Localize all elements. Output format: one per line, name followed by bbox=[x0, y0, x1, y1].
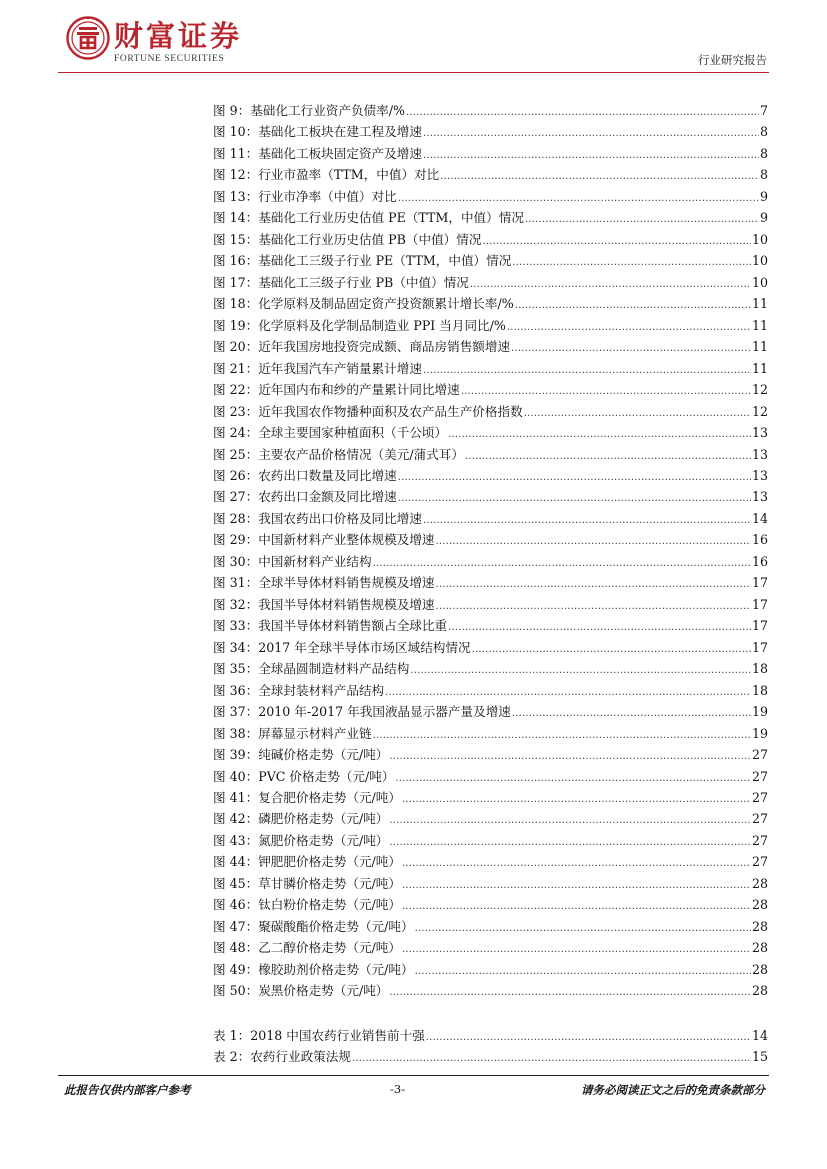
toc-entry-page: 27 bbox=[751, 811, 768, 827]
toc-entry-page: 28 bbox=[751, 897, 768, 913]
toc-entry-page: 12 bbox=[751, 382, 768, 398]
toc-entry[interactable] bbox=[213, 744, 768, 765]
table-list bbox=[213, 1025, 768, 1068]
report-type: 行业研究报告 bbox=[698, 53, 767, 67]
footer-divider bbox=[58, 1075, 769, 1076]
toc-entry-title: 图 29：中国新材料产业整体规模及增速 bbox=[213, 532, 435, 548]
toc-entry[interactable] bbox=[213, 766, 768, 787]
toc-entry-title: 图 26：农药出口数量及同比增速 bbox=[213, 467, 397, 483]
page-number: -3- bbox=[390, 1082, 406, 1096]
toc-entry[interactable] bbox=[213, 873, 768, 894]
toc-entry-page: 16 bbox=[751, 532, 768, 548]
toc-entry[interactable] bbox=[213, 980, 768, 1001]
toc-entry-title: 图 22：近年国内布和纱的产量累计同比增速 bbox=[213, 382, 460, 398]
toc-entry[interactable] bbox=[213, 229, 768, 250]
toc-dot-leader bbox=[389, 810, 751, 831]
toc-entry[interactable] bbox=[213, 508, 768, 529]
toc-entry-title: 图 23：近年我国农作物播种面积及农产品生产价格指数 bbox=[213, 403, 523, 419]
toc-entry-page: 13 bbox=[751, 425, 768, 441]
toc-entry-title: 图 10：基础化工板块在建工程及增速 bbox=[213, 124, 422, 140]
toc-entry[interactable] bbox=[213, 272, 768, 293]
figure-list bbox=[213, 100, 768, 1002]
toc-dot-leader bbox=[389, 982, 751, 1003]
toc-dot-leader bbox=[465, 446, 751, 467]
toc-entry-page: 17 bbox=[751, 618, 768, 634]
toc-entry[interactable] bbox=[213, 701, 768, 722]
toc-entry[interactable] bbox=[213, 658, 768, 679]
toc-entry[interactable] bbox=[213, 916, 768, 937]
toc-entry-page: 11 bbox=[751, 296, 768, 312]
toc-dot-leader bbox=[436, 574, 751, 595]
toc-entry-page: 8 bbox=[759, 124, 768, 140]
toc-dot-leader bbox=[402, 789, 751, 810]
toc-entry-title: 图 48：乙二醇价格走势（元/吨） bbox=[213, 940, 401, 956]
toc-entry-page: 28 bbox=[751, 875, 768, 891]
toc-dot-leader bbox=[423, 145, 759, 166]
toc-entry-page: 8 bbox=[759, 145, 768, 161]
toc-entry-page: 10 bbox=[751, 231, 768, 247]
toc-dot-leader bbox=[410, 660, 751, 681]
toc-entry[interactable] bbox=[213, 250, 768, 271]
toc-dot-leader bbox=[395, 768, 751, 789]
toc-entry-page: 27 bbox=[751, 854, 768, 870]
toc-entry-title: 图 34：2017 年全球半导体市场区域结构情况 bbox=[213, 639, 471, 655]
toc-entry[interactable] bbox=[213, 100, 768, 121]
brand-name-cn: 财富证券 bbox=[114, 19, 243, 53]
toc-entry[interactable] bbox=[213, 551, 768, 572]
toc-dot-leader bbox=[423, 123, 759, 144]
toc-dot-leader bbox=[389, 832, 751, 853]
toc-entry[interactable] bbox=[213, 615, 768, 636]
toc-entry-page: 12 bbox=[751, 403, 768, 419]
toc-dot-leader bbox=[373, 553, 751, 574]
toc-dot-leader bbox=[507, 317, 751, 338]
toc-entry-title: 图 31：全球半导体材料销售规模及增速 bbox=[213, 575, 435, 591]
toc-entry-title: 图 38：屏幕显示材料产业链 bbox=[213, 725, 372, 741]
toc-dot-leader bbox=[385, 682, 751, 703]
toc-entry[interactable] bbox=[213, 1025, 768, 1046]
toc-entry-page: 14 bbox=[751, 1028, 768, 1043]
toc-entry-title: 图 35：全球晶圆制造材料产品结构 bbox=[213, 661, 410, 677]
toc-dot-leader bbox=[448, 424, 751, 445]
toc-dot-leader bbox=[352, 1048, 751, 1069]
toc-entry-page: 13 bbox=[751, 467, 768, 483]
toc-dot-leader bbox=[482, 231, 751, 252]
toc-entry[interactable] bbox=[213, 293, 768, 314]
toc-entry-title: 图 16：基础化工三级子行业 PE（TTM，中值）情况 bbox=[213, 253, 512, 269]
toc-dot-leader bbox=[436, 531, 751, 552]
toc-entry[interactable] bbox=[213, 186, 768, 207]
toc-entry[interactable] bbox=[213, 486, 768, 507]
toc-entry-title: 图 9：基础化工行业资产负债率/% bbox=[213, 103, 405, 118]
toc-entry-page: 27 bbox=[751, 790, 768, 805]
toc-entry-title: 图 20：近年我国房地投资完成额、商品房销售额增速 bbox=[213, 339, 511, 355]
toc-entry-page: 11 bbox=[751, 339, 768, 355]
toc-entry-page: 9 bbox=[759, 210, 768, 226]
toc-dot-leader bbox=[398, 488, 751, 509]
toc-entry[interactable] bbox=[213, 894, 768, 915]
toc-dot-leader bbox=[436, 596, 751, 617]
toc-entry[interactable] bbox=[213, 465, 768, 486]
toc-entry-title: 图 24：全球主要国家种植面积（千公顷） bbox=[213, 425, 448, 441]
toc-entry-page: 10 bbox=[751, 253, 768, 269]
page-header bbox=[0, 0, 827, 80]
toc-entry[interactable] bbox=[213, 444, 768, 465]
toc-entry-title: 图 28：我国农药出口价格及同比增速 bbox=[213, 510, 422, 526]
toc-entry-title: 图 27：农药出口金额及同比增速 bbox=[213, 489, 397, 505]
toc-dot-leader bbox=[402, 875, 751, 896]
toc-entry-page: 13 bbox=[751, 446, 768, 462]
footer-disclaimer-left: 此报告仅供内部客户参考 bbox=[64, 1083, 191, 1097]
toc-entry-title: 图 32：我国半导体材料销售规模及增速 bbox=[213, 596, 435, 612]
toc-entry-page: 18 bbox=[751, 661, 768, 677]
toc-entry-title: 图 39：纯碱价格走势（元/吨） bbox=[213, 747, 389, 763]
header-divider bbox=[58, 72, 769, 73]
toc-entry-title: 表 2：农药行业政策法规 bbox=[213, 1049, 351, 1065]
toc-entry[interactable] bbox=[213, 121, 768, 142]
toc-entry-page: 10 bbox=[751, 274, 768, 290]
toc-entry[interactable] bbox=[213, 830, 768, 851]
toc-entry[interactable] bbox=[213, 358, 768, 379]
toc-entry-page: 28 bbox=[751, 983, 768, 999]
toc-entry-title: 图 13：行业市净率（中值）对比 bbox=[213, 188, 397, 204]
footer-disclaimer-right: 请务必阅读正文之后的免责条款部分 bbox=[581, 1083, 765, 1097]
toc-entry[interactable] bbox=[213, 808, 768, 829]
toc-entry-page: 16 bbox=[751, 553, 768, 569]
toc-entry-page: 13 bbox=[751, 489, 768, 505]
toc-entry[interactable] bbox=[213, 594, 768, 615]
toc-entry-title: 图 49：橡胶助剂价格走势（元/吨） bbox=[213, 961, 414, 977]
toc-entry[interactable] bbox=[213, 401, 768, 422]
toc-entry-page: 28 bbox=[751, 961, 768, 977]
toc-dot-leader bbox=[423, 360, 751, 381]
toc-entry[interactable] bbox=[213, 164, 768, 185]
toc-entry[interactable] bbox=[213, 315, 768, 336]
toc-entry-title: 图 47：聚碳酸酯价格走势（元/吨） bbox=[213, 918, 414, 934]
toc-dot-leader bbox=[398, 467, 751, 488]
toc-entry-title: 图 50：炭黑价格走势（元/吨） bbox=[213, 983, 389, 999]
toc-dot-leader bbox=[389, 746, 751, 767]
toc-entry-page: 19 bbox=[751, 704, 768, 720]
toc-entry-title: 图 41：复合肥价格走势（元/吨） bbox=[213, 790, 401, 805]
toc-dot-leader bbox=[524, 403, 751, 424]
toc-entry[interactable] bbox=[213, 1046, 768, 1067]
toc-dot-leader bbox=[525, 209, 759, 230]
toc-dot-leader bbox=[448, 617, 751, 638]
toc-dot-leader bbox=[515, 295, 751, 316]
toc-dot-leader bbox=[511, 338, 751, 359]
toc-entry-page: 9 bbox=[759, 188, 768, 204]
toc-entry-title: 图 21：近年我国汽车产销量累计增速 bbox=[213, 360, 422, 376]
brand-name-en: FORTUNE SECURITIES bbox=[114, 54, 225, 64]
toc-entry-page: 28 bbox=[751, 940, 768, 956]
toc-entry-title: 图 40：PVC 价格走势（元/吨） bbox=[213, 768, 395, 784]
toc-dot-leader bbox=[423, 510, 751, 531]
toc-dot-leader bbox=[402, 896, 751, 917]
toc-entry-page: 17 bbox=[751, 575, 768, 591]
toc-entry-title: 图 42：磷肥价格走势（元/吨） bbox=[213, 811, 389, 827]
toc-entry[interactable] bbox=[213, 937, 768, 958]
toc-entry-page: 15 bbox=[751, 1049, 768, 1065]
toc-entry-title: 图 36：全球封装材料产品结构 bbox=[213, 682, 385, 698]
toc-entry-title: 图 46：钛白粉价格走势（元/吨） bbox=[213, 897, 401, 913]
fortune-securities-logo-icon bbox=[66, 16, 110, 60]
toc-entry-page: 11 bbox=[751, 317, 768, 333]
toc-dot-leader bbox=[373, 725, 751, 746]
toc-entry[interactable] bbox=[213, 143, 768, 164]
toc-entry-page: 8 bbox=[759, 167, 768, 183]
toc-entry-title: 图 33：我国半导体材料销售额占全球比重 bbox=[213, 618, 448, 634]
toc-entry-title: 图 37：2010 年-2017 年我国液晶显示器产量及增速 bbox=[213, 704, 511, 720]
toc-dot-leader bbox=[512, 703, 751, 724]
toc-entry-title: 图 11：基础化工板块固定资产及增速 bbox=[213, 145, 422, 161]
toc-entry-page: 11 bbox=[751, 360, 768, 376]
toc-entry[interactable] bbox=[213, 959, 768, 980]
toc-entry-title: 图 15：基础化工行业历史估值 PB（中值）情况 bbox=[213, 231, 482, 247]
toc-dot-leader bbox=[406, 102, 759, 123]
toc-entry-title: 图 14：基础化工行业历史估值 PE（TTM，中值）情况 bbox=[213, 210, 524, 226]
toc-entry-page: 27 bbox=[751, 768, 768, 784]
toc-dot-leader bbox=[472, 639, 751, 660]
toc-dot-leader bbox=[470, 274, 751, 295]
toc-entry-page: 27 bbox=[751, 747, 768, 763]
toc-entry-title: 图 43：氮肥价格走势（元/吨） bbox=[213, 832, 389, 848]
toc-entry-title: 图 12：行业市盈率（TTM，中值）对比 bbox=[213, 167, 440, 183]
toc-entry-title: 图 18：化学原料及制品固定资产投资额累计增长率/% bbox=[213, 296, 514, 312]
toc-entry-title: 表 1：2018 中国农药行业销售前十强 bbox=[213, 1028, 425, 1043]
toc-entry[interactable] bbox=[213, 680, 768, 701]
toc-entry-page: 14 bbox=[751, 510, 768, 526]
toc-dot-leader bbox=[426, 1027, 751, 1048]
toc-entry[interactable] bbox=[213, 379, 768, 400]
toc-entry[interactable] bbox=[213, 723, 768, 744]
toc-dot-leader bbox=[461, 381, 751, 402]
toc-entry-page: 7 bbox=[759, 103, 768, 118]
toc-dot-leader bbox=[402, 939, 751, 960]
toc-entry[interactable] bbox=[213, 529, 768, 550]
toc-dot-leader bbox=[440, 166, 759, 187]
toc-dot-leader bbox=[512, 252, 751, 273]
toc-dot-leader bbox=[402, 853, 751, 874]
toc-entry-page: 28 bbox=[751, 918, 768, 934]
toc-entry-title: 图 19：化学原料及化学制品制造业 PPI 当月同比/% bbox=[213, 317, 506, 333]
toc-entry-page: 19 bbox=[751, 725, 768, 741]
toc-entry-title: 图 25：主要农产品价格情况（美元/蒲式耳） bbox=[213, 446, 464, 462]
toc-entry[interactable] bbox=[213, 637, 768, 658]
toc-dot-leader bbox=[398, 188, 759, 209]
toc-entry-title: 图 17：基础化工三级子行业 PB（中值）情况 bbox=[213, 274, 469, 290]
toc-dot-leader bbox=[415, 961, 751, 982]
toc-entry-title: 图 44：钾肥肥价格走势（元/吨） bbox=[213, 854, 401, 870]
toc-entry[interactable] bbox=[213, 851, 768, 872]
toc-entry-title: 图 30：中国新材料产业结构 bbox=[213, 553, 372, 569]
toc-entry[interactable] bbox=[213, 787, 768, 808]
toc-entry-page: 17 bbox=[751, 596, 768, 612]
toc-entry[interactable] bbox=[213, 207, 768, 228]
toc-entry[interactable] bbox=[213, 336, 768, 357]
toc-entry-page: 18 bbox=[751, 682, 768, 698]
toc-entry[interactable] bbox=[213, 422, 768, 443]
toc-entry-title: 图 45：草甘膦价格走势（元/吨） bbox=[213, 875, 401, 891]
toc-entry-page: 17 bbox=[751, 639, 768, 655]
toc-dot-leader bbox=[415, 918, 751, 939]
toc-entry-page: 27 bbox=[751, 832, 768, 848]
toc-entry[interactable] bbox=[213, 572, 768, 593]
